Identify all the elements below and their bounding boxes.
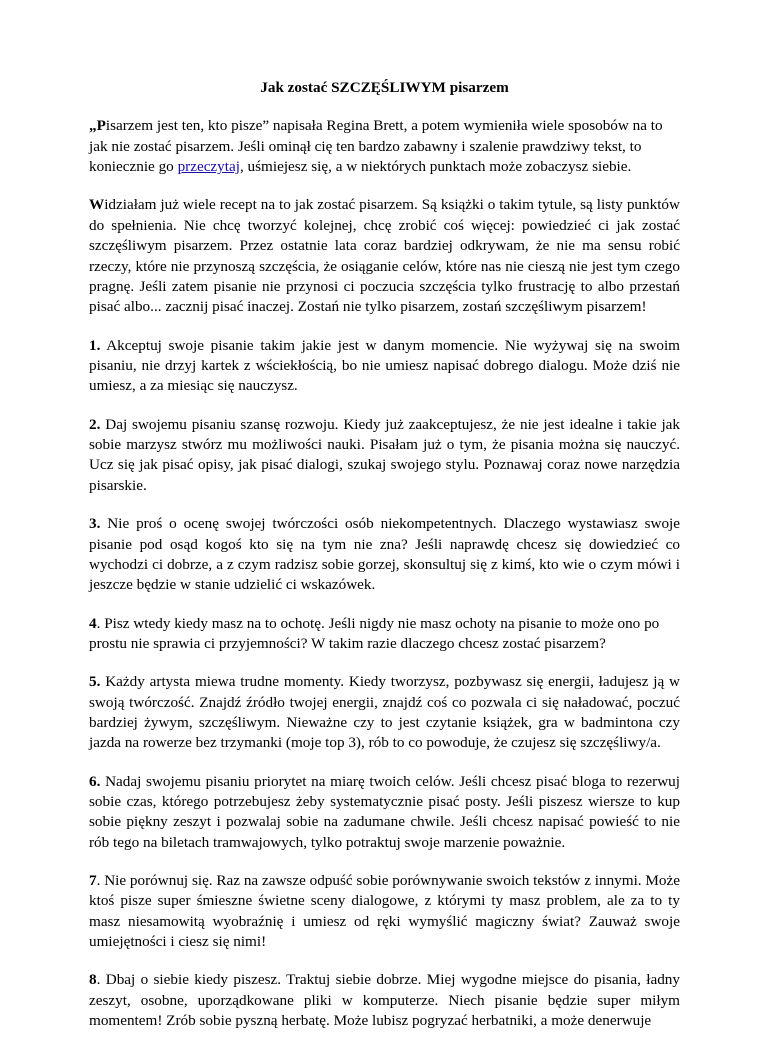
point-6 xyxy=(89,772,680,854)
second-paragraph-lead: W xyxy=(89,196,105,214)
point-5-number: 5. xyxy=(89,673,101,691)
point-3-number: 3. xyxy=(89,515,101,533)
point-7-number: 7 xyxy=(89,871,97,889)
point-4-number: 4 xyxy=(89,614,97,632)
point-2-text: Daj swojemu pisaniu szansę rozwoju. Kiedy już zaakceptujesz, że nie jest idealne i takie jak sobie marzysz stwórz mu możliwości nauki. Pisałam już o tym, że pisania można się nauczyć. Ucz się jak pisać opisy, jak pisać dialogi, szukaj swojego stylu. Poznawaj coraz nowe narzędzia pisarskie. xyxy=(89,415,680,494)
point-2-number: 2. xyxy=(89,415,101,433)
point-1 xyxy=(89,336,680,397)
intro-text-2: , uśmiejesz się, a w niektórych punktach może zobaczysz siebie. xyxy=(239,158,632,176)
point-4 xyxy=(89,614,680,655)
point-3 xyxy=(89,514,680,596)
intro-lead: „P xyxy=(89,117,106,135)
point-5-text: Każdy artysta miewa trudne momenty. Kiedy tworzysz, pozbywasz się energii, ładujesz ją w swoją twórczość. Znajdź źródło twojej energii, znajdź coś co pozwala ci się naładować, poczuć bardziej żywym, szczęśliwym. Nieważne czy to jest czytanie książek, gra w badmintona czy jazda na rowerze bez trzymanki (moje top 3), rób to co powoduje, że czujesz się szczęśliwy/a. xyxy=(89,673,680,752)
intro-paragraph xyxy=(89,116,680,177)
point-2 xyxy=(89,415,680,497)
point-7-text: . Nie porównuj się. Raz na zawsze odpuść sobie porównywanie swoich tekstów z innymi. Może ktoś pisze super śmieszne świetne sceny dialogowe, z którymi ty masz problem, ale za to ty masz niesamowitą wyobraźnię i umiesz od ręki wymyślić magiczny świat? Zauważ swoje umiejętności i ciesz się nimi! xyxy=(89,871,680,951)
point-7 xyxy=(89,871,680,953)
document-page xyxy=(89,78,680,1049)
intro-text-1: isarzem jest ten, kto pisze” napisała Regina Brett, a potem wymieniła wiele sposobów na to jak nie zostać pisarzem. Jeśli ominął cię ten bardzo zabawny i szalenie prawdziwy tekst, to koniecznie go xyxy=(89,117,663,176)
point-5 xyxy=(89,672,680,754)
point-3-text: Nie proś o ocenę swojej twórczości osób niekompetentnych. Dlaczego wystawiasz swoje pisanie pod osąd kogoś kto się na tym nie zna? Jeśli naprawdę chcesz się dowiedzieć co wychodzi ci dobrze, a z czym radzisz sobie gorzej, skonsultuj się z kimś, kto wie o czym mówi i jeszcze będzie w stanie udzielić ci wskazówek. xyxy=(89,515,680,594)
point-8-text: . Dbaj o siebie kiedy piszesz. Traktuj siebie dobrze. Miej wygodne miejsce do pisania, ładny zeszyt, osobne, uporządkowane pliki w komputerze. Niech pisanie będzie super miłym momentem! Zrób sobie pyszną herbatę. Może lubisz pogryzać herbatniki, a może denerwuje xyxy=(89,971,680,1030)
point-1-text: Akceptuj swoje pisanie takim jakie jest w danym momencie. Nie wyżywaj się na swoim pisaniu, nie drzyj kartek z wściekłością, bo nie umiesz napisać dobrego dialogu. Może dziś nie umiesz, a za miesiąc się nauczysz. xyxy=(89,336,680,395)
point-1-number: 1. xyxy=(89,336,101,354)
second-paragraph-text: idziałam już wiele recept na to jak zostać pisarzem. Są książki o takim tytule, są listy punktów do spełnienia. Nie chcę tworzyć kolejnej, chcę zrobić coś więcej: powiedzieć ci jak zostać szczęśliwym pisarzem. Przez ostatnie lata coraz bardziej odkrywam, że nie ma sensu robić rzeczy, które nie przynoszą szczęścia, że osiąganie celów, które nas nie cieszą nie jest tym czego pragnę. Jeśli zatem pisanie nie przynosi ci poczucia szczęścia tylko frustrację to albo przestań pisać albo... zacznij pisać inaczej. Zostań nie tylko pisarzem, zostań szczęśliwym pisarzem! xyxy=(89,196,680,316)
point-6-text: Nadaj swojemu pisaniu priorytet na miarę twoich celów. Jeśli chcesz pisać bloga to rezerwuj sobie czas, którego potrzebujesz żeby systematycznie pisać posty. Jeśli piszesz wiersze to kup sobie piękny zeszyt i pozwalaj sobie na zadumane chwile. Jeśli chcesz napisać powieść to nie rób tego na biletach tramwajowych, tylko potraktuj swoje marzenie poważnie. xyxy=(89,772,680,851)
second-paragraph xyxy=(89,195,680,317)
point-8 xyxy=(89,970,680,1031)
point-8-number: 8 xyxy=(89,971,97,989)
document-title: Jak zostać SZCZĘŚLIWYM pisarzem xyxy=(260,79,509,96)
read-article-link[interactable]: przeczytaj xyxy=(177,158,240,176)
point-6-number: 6. xyxy=(89,772,101,790)
point-4-text: . Pisz wtedy kiedy masz na to ochotę. Jeśli nigdy nie masz ochoty na pisanie to może ono po prostu nie sprawia ci przyjemności? W takim razie dlaczego chcesz zostać pisarzem? xyxy=(89,614,660,652)
